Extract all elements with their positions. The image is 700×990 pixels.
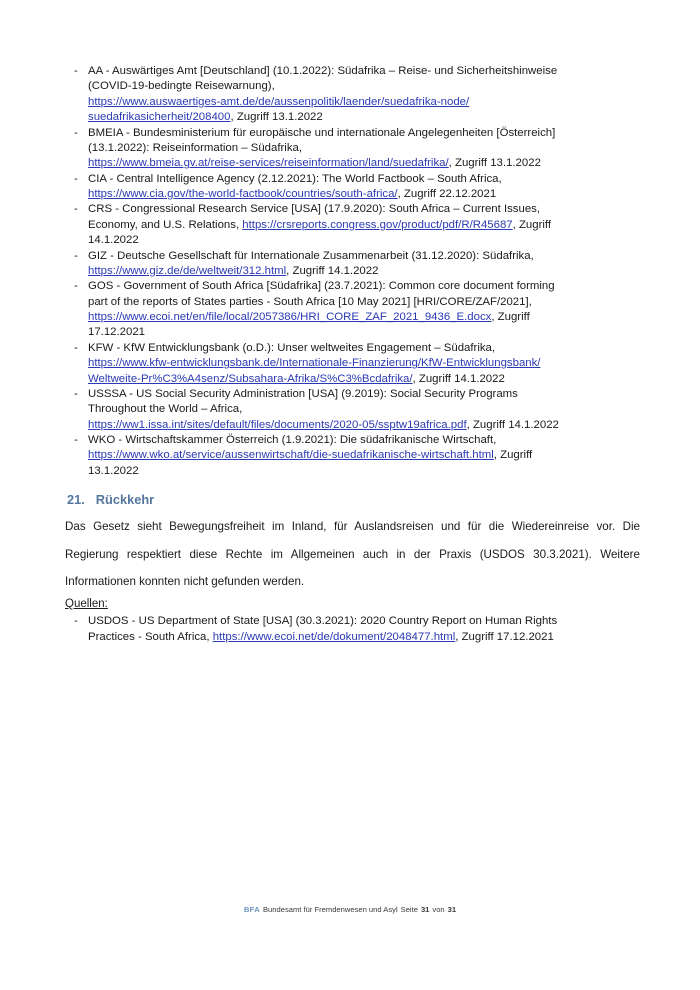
reference-link[interactable]: https://crsreports.congress.gov/product/pdf/R/R45687 — [242, 218, 513, 231]
reference-text: , Zugriff — [491, 311, 530, 323]
reference-item — [65, 249, 640, 280]
reference-text: Practices - South Africa, — [88, 630, 213, 643]
sources-label-text: Quellen: — [65, 597, 108, 610]
reference-text: , Zugriff 14.1.2022 — [286, 264, 379, 277]
reference-text: , Zugriff 14.1.2022 — [466, 418, 559, 431]
reference-item — [65, 202, 640, 248]
reference-text: WKO - Wirtschaftskammer Österreich (1.9.2021): Die südafrikanische Wirtschaft, — [88, 434, 497, 446]
reference-link[interactable]: https://www.bmeia.gv.at/reise-services/reiseinformation/land/suedafrika/ — [88, 157, 449, 170]
reference-text: Economy, and U.S. Relations, — [88, 218, 243, 231]
footer-von-label: von — [432, 905, 445, 914]
reference-text: BMEIA - Bundesministerium für europäische und internationale Angelegenheiten [Österreich] — [88, 126, 556, 139]
reference-text: , Zugriff 14.1.2022 — [412, 372, 505, 385]
reference-text: , Zugriff — [493, 449, 533, 462]
reference-item — [65, 64, 640, 126]
reference-text: , Zugriff 13.1.2022 — [230, 111, 323, 124]
footer-page-current: 31 — [420, 905, 430, 914]
reference-text: 17.12.2021 — [88, 326, 146, 339]
reference-text: , Zugriff — [512, 218, 552, 231]
footer-org-text: Bundesamt für Fremdenwesen und Asyl — [262, 905, 398, 914]
footer-page-label: Seite — [400, 905, 418, 914]
section-heading — [67, 492, 640, 507]
reference-link[interactable]: https://www.kfw-entwicklungsbank.de/Internationale-Finanzierung/KfW-Entwicklungsbank/ — [88, 357, 541, 370]
reference-link[interactable]: https://www.auswaertiges-amt.de/de/aussenpolitik/laender/suedafrika-node/ — [88, 95, 470, 108]
section-title: Rückkehr — [95, 492, 155, 508]
reference-item — [65, 172, 640, 203]
bfa-logo: BFA — [243, 905, 260, 914]
sources-label — [65, 597, 640, 612]
footer-page-total: 31 — [447, 905, 457, 914]
reference-text: , Zugriff 17.12.2021 — [455, 630, 554, 643]
section-number: 21. — [67, 492, 85, 508]
page-footer — [0, 905, 700, 914]
reference-text: USDOS - US Department of State [USA] (30.3.2021): 2020 Country Report on Human Rights — [88, 615, 558, 628]
reference-link[interactable]: suedafrikasicherheit/208400 — [88, 111, 231, 124]
reference-item — [65, 126, 640, 172]
reference-text: AA - Auswärtiges Amt [Deutschland] (10.1.2022): Südafrika – Reise- und Sicherheitshinweise — [88, 65, 558, 77]
references-list-bottom — [65, 614, 640, 645]
reference-link[interactable]: Weltweite-Pr%C3%A4senz/Subsahara-Afrika/S%C3%Bcdafrika/ — [88, 372, 413, 385]
reference-text: GIZ - Deutsche Gesellschaft für Internationale Zusammenarbeit (31.12.2020): Südafrika, — [88, 249, 534, 262]
reference-text: 13.1.2022 — [88, 464, 139, 477]
references-list-top — [65, 64, 640, 479]
reference-link[interactable]: https://www.cia.gov/the-world-factbook/countries/south-africa/ — [88, 188, 398, 200]
reference-text: , Zugriff 22.12.2021 — [397, 188, 497, 200]
reference-text: , Zugriff 13.1.2022 — [448, 157, 541, 170]
reference-text: 14.1.2022 — [88, 234, 139, 247]
reference-item — [65, 387, 640, 433]
reference-text: part of the reports of States parties - South Africa [10 May 2021] [HRI/CORE/ZAF/2021], — [88, 295, 532, 308]
reference-text: GOS - Government of South Africa [Südafrika] (23.7.2021): Common core document forming — [88, 280, 555, 293]
reference-item — [65, 614, 640, 645]
reference-item — [65, 341, 640, 387]
reference-text: CIA - Central Intelligence Agency (2.12.2021): The World Factbook – South Africa, — [88, 172, 502, 185]
reference-text: KFW - KfW Entwicklungsbank (o.D.): Unser weltweites Engagement – Südafrika, — [88, 341, 496, 354]
reference-link[interactable]: https://www.wko.at/service/aussenwirtschaft/die-suedafrikanische-wirtschaft.html — [88, 449, 494, 462]
reference-link[interactable]: https://www.ecoi.net/en/file/local/2057386/HRI_CORE_ZAF_2021_9436_E.docx — [88, 311, 492, 323]
reference-text: (COVID-19-bedingte Reisewarnung), — [88, 80, 275, 93]
reference-text: (13.1.2022): Reiseinformation – Südafrika, — [88, 141, 303, 154]
reference-link[interactable]: https://www.giz.de/de/weltweit/312.html — [88, 264, 287, 277]
reference-link[interactable]: https://www.ecoi.net/de/dokument/2048477.html — [212, 630, 456, 643]
reference-text: Throughout the World – Africa, — [88, 403, 243, 416]
reference-text: CRS - Congressional Research Service [USA] (17.9.2020): South Africa – Current Issues, — [88, 203, 541, 216]
body-paragraph: Das Gesetz sieht Bewegungsfreiheit im Inland, für Auslandsreisen und für die Wiedereinreise vor. Die Regierung respektiert diese Rechte im Allgemeinen auch in der Praxis (USDOS 30.3.2021). Weitere Informationen konnten nicht gefunden werden. — [65, 520, 640, 589]
reference-text: USSSA - US Social Security Administration [USA] (9.2019): Social Security Programs — [88, 387, 518, 400]
reference-item — [65, 433, 640, 479]
reference-link[interactable]: https://ww1.issa.int/sites/default/files/documents/2020-05/ssptw19africa.pdf — [88, 418, 467, 431]
reference-item — [65, 279, 640, 341]
